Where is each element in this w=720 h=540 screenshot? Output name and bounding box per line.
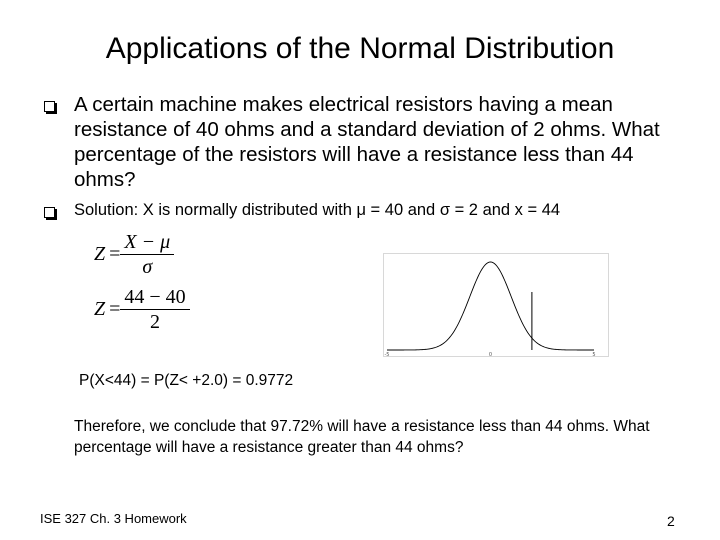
formula-denominator: σ bbox=[142, 256, 153, 279]
normal-curve-line bbox=[387, 262, 594, 350]
formula-equals: = bbox=[109, 298, 121, 321]
formula-fraction bbox=[120, 285, 189, 334]
checkbox-bullet-icon bbox=[44, 101, 55, 112]
probability-result: P(X<44) = P(Z< +2.0) = 0.9772 bbox=[79, 372, 294, 389]
conclusion-text: Therefore, we conclude that 97.72% will have a resistance less than 44 ohms. What percentage will have a resistance greater than 44 ohms? bbox=[74, 418, 650, 456]
formula-denominator: 2 bbox=[150, 311, 161, 334]
normal-curve-chart bbox=[383, 253, 609, 357]
formula-numerator: X − μ bbox=[124, 231, 171, 253]
formula-lhs: Z bbox=[94, 298, 106, 321]
formula-numerator: 44 − 40 bbox=[124, 286, 186, 308]
formula-lhs: Z bbox=[94, 243, 106, 266]
x-tick-label: 5 bbox=[592, 352, 596, 358]
x-tick-label: 0 bbox=[488, 352, 493, 358]
normal-curve-svg bbox=[384, 254, 610, 358]
slide-title: Applications of the Normal Distribution bbox=[105, 32, 615, 65]
problem-statement: A certain machine makes electrical resistors having a mean resistance of 40 ohms and a standard deviation of 2 ohms. What percentage of the resistors will have a resistance less than 44 ohms? bbox=[74, 93, 660, 191]
z-score-formula bbox=[94, 230, 174, 279]
z-score-calculation bbox=[94, 285, 190, 334]
solution-statement: Solution: X is normally distributed with μ = 40 and σ = 2 and x = 44 bbox=[74, 201, 561, 219]
formula-fraction bbox=[120, 230, 174, 279]
x-tick-label: -5 bbox=[384, 352, 390, 358]
formula-equals: = bbox=[109, 243, 121, 266]
page-number: 2 bbox=[667, 513, 675, 529]
footer-course-label: ISE 327 Ch. 3 Homework bbox=[40, 511, 187, 526]
checkbox-bullet-icon bbox=[44, 207, 55, 218]
